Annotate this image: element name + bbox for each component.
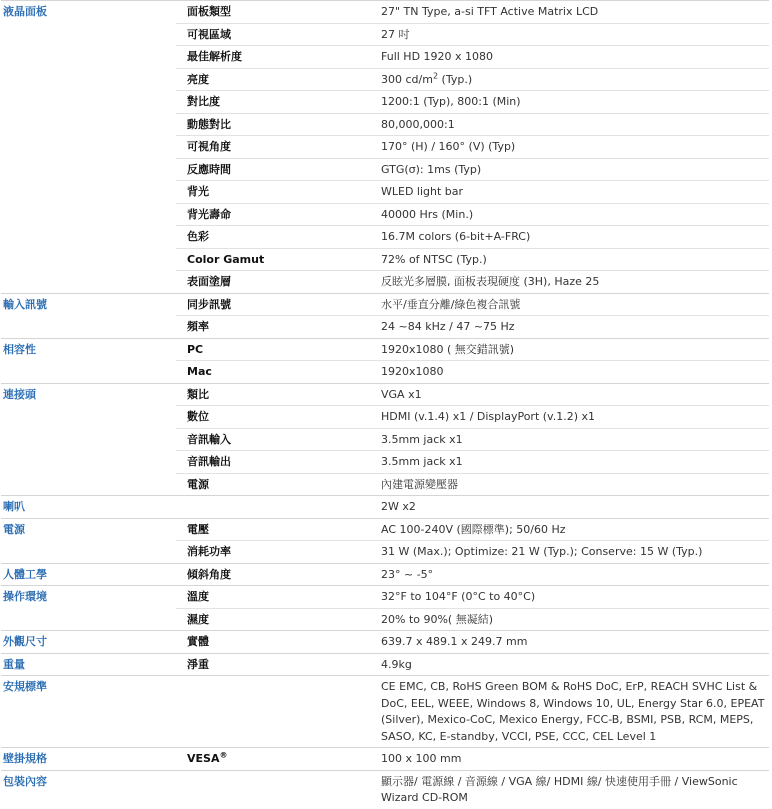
- spec-value: [368, 541, 769, 564]
- category-label: 安規標準: [1, 676, 176, 748]
- category-cell-empty: [1, 428, 176, 451]
- category-cell-empty: [1, 361, 176, 384]
- spec-value-text: 23° ~ -5°: [381, 567, 434, 581]
- spec-row: [1, 653, 769, 676]
- spec-value-text: 170° (H) / 160° (V) (Typ): [381, 140, 516, 153]
- spec-row: [1, 428, 769, 451]
- spec-label: [176, 158, 368, 181]
- spec-label-text: PC: [187, 342, 204, 356]
- spec-value-text: AC 100-240V (國際標準); 50/60 Hz: [381, 522, 566, 536]
- spec-row: [1, 541, 769, 564]
- spec-label-text: 表面塗層: [187, 275, 231, 288]
- spec-label-text: 頻率: [187, 320, 209, 333]
- spec-label: [176, 383, 368, 406]
- spec-label: [176, 676, 368, 748]
- spec-value-text: 32°F to 104°F (0°C to 40°C): [381, 590, 536, 603]
- spec-label-text: VESA: [187, 752, 220, 765]
- spec-label: [176, 23, 368, 46]
- spec-value: [368, 496, 769, 519]
- spec-label: [176, 428, 368, 451]
- spec-row: [1, 586, 769, 609]
- spec-label-text: 同步訊號: [187, 297, 231, 311]
- spec-row: [1, 770, 769, 809]
- spec-row: [1, 676, 769, 748]
- spec-value: [368, 113, 769, 136]
- spec-value: [368, 473, 769, 496]
- spec-label-text: 類比: [187, 387, 209, 401]
- spec-value-text: VGA x1: [381, 387, 422, 401]
- spec-label: [176, 338, 368, 361]
- category-label: 電源: [1, 518, 176, 541]
- category-cell-empty: [1, 316, 176, 339]
- spec-value-text: 1200:1 (Typ), 800:1 (Min): [381, 95, 521, 108]
- spec-label-text: 背光壽命: [187, 207, 231, 221]
- category-cell-empty: [1, 181, 176, 204]
- spec-row: [1, 473, 769, 496]
- spec-value: [368, 271, 769, 294]
- spec-label: [176, 248, 368, 271]
- spec-label: [176, 1, 368, 24]
- spec-label: [176, 113, 368, 136]
- spec-label-text: 動態對比: [187, 117, 231, 131]
- spec-value: [368, 23, 769, 46]
- spec-label: [176, 748, 368, 771]
- spec-value-text: 3.5mm jack x1: [381, 455, 463, 468]
- category-label: 相容性: [1, 338, 176, 361]
- spec-value: [368, 181, 769, 204]
- spec-row: [1, 563, 769, 586]
- spec-row: [1, 158, 769, 181]
- spec-value-text: 內建電源變壓器: [381, 477, 458, 491]
- spec-label-text: 對比度: [187, 95, 220, 108]
- spec-value-text: 水平/垂直分離/綠色複合訊號: [381, 297, 521, 311]
- spec-label: [176, 770, 368, 809]
- spec-label-text: 溫度: [187, 590, 209, 603]
- spec-row: [1, 136, 769, 159]
- spec-label-text: 音訊輸入: [187, 432, 231, 446]
- spec-row: [1, 608, 769, 631]
- spec-row: [1, 316, 769, 339]
- spec-label-text: 色彩: [187, 230, 209, 243]
- spec-label: [176, 293, 368, 316]
- spec-value: [368, 518, 769, 541]
- spec-label: [176, 563, 368, 586]
- spec-label-text: 淨重: [187, 657, 209, 671]
- category-cell-empty: [1, 406, 176, 429]
- spec-value: [368, 226, 769, 249]
- spec-label-text: 亮度: [187, 72, 209, 86]
- spec-value: [368, 563, 769, 586]
- spec-value-text: 31 W (Max.); Optimize: 21 W (Typ.); Conserve: 15 W (Typ.): [381, 545, 703, 558]
- spec-value: [368, 316, 769, 339]
- spec-label-text: 可視區域: [187, 27, 231, 41]
- category-cell-empty: [1, 608, 176, 631]
- spec-row: [1, 518, 769, 541]
- spec-label-text: 可視角度: [187, 140, 231, 153]
- spec-value-text: 300 cd/m: [381, 72, 433, 86]
- spec-value: [368, 293, 769, 316]
- spec-label-text: 實體: [187, 635, 209, 648]
- spec-label: [176, 91, 368, 114]
- spec-label: [176, 451, 368, 474]
- spec-value-text: 1920x1080 ( 無交錯訊號): [381, 342, 515, 356]
- spec-value-text: GTG(σ): 1ms (Typ): [381, 162, 482, 176]
- spec-label-text: 電源: [187, 477, 209, 491]
- spec-row: [1, 91, 769, 114]
- category-label: 連接頭: [1, 383, 176, 406]
- spec-label-text: 背光: [187, 185, 209, 198]
- spec-row: [1, 748, 769, 771]
- spec-label: [176, 406, 368, 429]
- category-cell-empty: [1, 451, 176, 474]
- spec-row: [1, 203, 769, 226]
- spec-label: [176, 271, 368, 294]
- spec-row: [1, 496, 769, 519]
- spec-value-text: 16.7M colors (6-bit+A-FRC): [381, 230, 531, 243]
- spec-label-text: 面板類型: [187, 5, 231, 18]
- spec-row: [1, 293, 769, 316]
- spec-label: [176, 203, 368, 226]
- spec-value: [368, 68, 769, 91]
- spec-value-text: 27 吋: [381, 27, 410, 41]
- spec-label: [176, 136, 368, 159]
- category-label: 壁掛規格: [1, 748, 176, 771]
- spec-row: [1, 383, 769, 406]
- spec-label: [176, 608, 368, 631]
- spec-value: [368, 586, 769, 609]
- spec-value-text: 80,000,000:1: [381, 117, 455, 131]
- spec-label: [176, 361, 368, 384]
- spec-label: [176, 181, 368, 204]
- spec-value-text: 27" TN Type, a-si TFT Active Matrix LCD: [381, 5, 599, 18]
- spec-value-text: WLED light bar: [381, 185, 464, 198]
- spec-label-text: Mac: [187, 365, 212, 378]
- spec-value: [368, 428, 769, 451]
- spec-row: [1, 181, 769, 204]
- spec-row: [1, 631, 769, 654]
- spec-row: [1, 23, 769, 46]
- category-label: 包裝內容: [1, 770, 176, 809]
- spec-row: [1, 338, 769, 361]
- spec-value: [368, 451, 769, 474]
- spec-value-text: Full HD 1920 x 1080: [381, 50, 494, 63]
- spec-value-text: 1920x1080: [381, 365, 444, 378]
- category-cell-empty: [1, 46, 176, 69]
- spec-value: [368, 158, 769, 181]
- category-cell-empty: [1, 158, 176, 181]
- spec-label-text: 數位: [187, 410, 209, 423]
- spec-value: [368, 203, 769, 226]
- spec-value-text: HDMI (v.1.4) x1 / DisplayPort (v.1.2) x1: [381, 410, 595, 423]
- category-cell-empty: [1, 23, 176, 46]
- spec-value: [368, 631, 769, 654]
- spec-label: [176, 541, 368, 564]
- spec-label: [176, 586, 368, 609]
- spec-row: [1, 361, 769, 384]
- spec-row: [1, 46, 769, 69]
- spec-value-text: 3.5mm jack x1: [381, 432, 463, 446]
- spec-value-text: 反眩光多層膜, 面板表現硬度 (3H), Haze 25: [381, 275, 600, 288]
- spec-table-body: [1, 1, 769, 809]
- category-cell-empty: [1, 113, 176, 136]
- spec-row: [1, 451, 769, 474]
- category-cell-empty: [1, 541, 176, 564]
- category-label: 液晶面板: [1, 1, 176, 24]
- spec-label: [176, 518, 368, 541]
- spec-value-text: CE EMC, CB, RoHS Green BOM & RoHS DoC, ErP, REACH SVHC List & DoC, EEL, WEEE, Windows 8, Windows 10, UL, Energy Star 6.0, EPEAT (Silver), Mexico-CoC, Mexico Energy, FCC-B, BSMI, PSB, RCM, MEPS, SASO, KC, E-standby, VCCI, PSE, CCC, CEL Level 1: [381, 680, 765, 743]
- spec-row: [1, 248, 769, 271]
- spec-value-text: 顯示器/ 電源線 / 音源線 / VGA 線/ HDMI 線/ 快速使用手冊 / ViewSonic Wizard CD-ROM: [381, 774, 738, 804]
- spec-value: [368, 406, 769, 429]
- spec-row: [1, 68, 769, 91]
- spec-label-text: Color Gamut: [187, 252, 265, 266]
- spec-value: [368, 748, 769, 771]
- spec-label-text: 傾斜角度: [187, 567, 231, 581]
- spec-value-suffix: (Typ.): [438, 72, 473, 86]
- spec-label: [176, 496, 368, 519]
- spec-label: [176, 473, 368, 496]
- spec-value: [368, 676, 769, 748]
- spec-value: [368, 383, 769, 406]
- spec-value: [368, 91, 769, 114]
- category-label: 操作環境: [1, 586, 176, 609]
- spec-label: [176, 653, 368, 676]
- spec-row: [1, 271, 769, 294]
- spec-value: [368, 653, 769, 676]
- registered-mark: ®: [219, 750, 228, 760]
- spec-label-text: 電壓: [187, 522, 209, 536]
- category-cell-empty: [1, 91, 176, 114]
- spec-value: [368, 1, 769, 24]
- category-cell-empty: [1, 226, 176, 249]
- spec-row: [1, 226, 769, 249]
- category-label: 喇叭: [1, 496, 176, 519]
- spec-value-text: 40000 Hrs (Min.): [381, 207, 474, 221]
- category-cell-empty: [1, 248, 176, 271]
- spec-label-text: 反應時間: [187, 162, 231, 176]
- category-label: 重量: [1, 653, 176, 676]
- spec-label-text: 音訊輸出: [187, 455, 231, 468]
- spec-row: [1, 113, 769, 136]
- spec-value-text: 4.9kg: [381, 657, 412, 671]
- spec-value: [368, 361, 769, 384]
- spec-value-text: 100 x 100 mm: [381, 752, 462, 765]
- spec-row: [1, 406, 769, 429]
- category-cell-empty: [1, 473, 176, 496]
- spec-label-text: 濕度: [187, 612, 209, 626]
- spec-row: [1, 1, 769, 24]
- spec-value: [368, 46, 769, 69]
- spec-label-text: 最佳解析度: [187, 50, 242, 63]
- category-cell-empty: [1, 271, 176, 294]
- spec-label-text: 消耗功率: [187, 545, 231, 558]
- spec-value-text: 72% of NTSC (Typ.): [381, 252, 487, 266]
- spec-value: [368, 770, 769, 809]
- spec-label: [176, 46, 368, 69]
- spec-value: [368, 608, 769, 631]
- category-cell-empty: [1, 203, 176, 226]
- spec-label: [176, 631, 368, 654]
- category-label: 人體工學: [1, 563, 176, 586]
- spec-value-text: 24 ~84 kHz / 47 ~75 Hz: [381, 320, 515, 333]
- category-cell-empty: [1, 68, 176, 91]
- spec-value: [368, 338, 769, 361]
- spec-label: [176, 316, 368, 339]
- unit-superscript: 2: [432, 70, 439, 80]
- spec-value-text: 2W x2: [381, 500, 416, 513]
- category-cell-empty: [1, 136, 176, 159]
- spec-value: [368, 136, 769, 159]
- category-label: 輸入訊號: [1, 293, 176, 316]
- spec-value-text: 20% to 90%( 無凝結): [381, 612, 494, 626]
- spec-label: [176, 226, 368, 249]
- spec-value: [368, 248, 769, 271]
- spec-value-text: 639.7 x 489.1 x 249.7 mm: [381, 635, 528, 648]
- spec-label: [176, 68, 368, 91]
- category-label: 外觀尺寸: [1, 631, 176, 654]
- spec-table: [1, 0, 769, 809]
